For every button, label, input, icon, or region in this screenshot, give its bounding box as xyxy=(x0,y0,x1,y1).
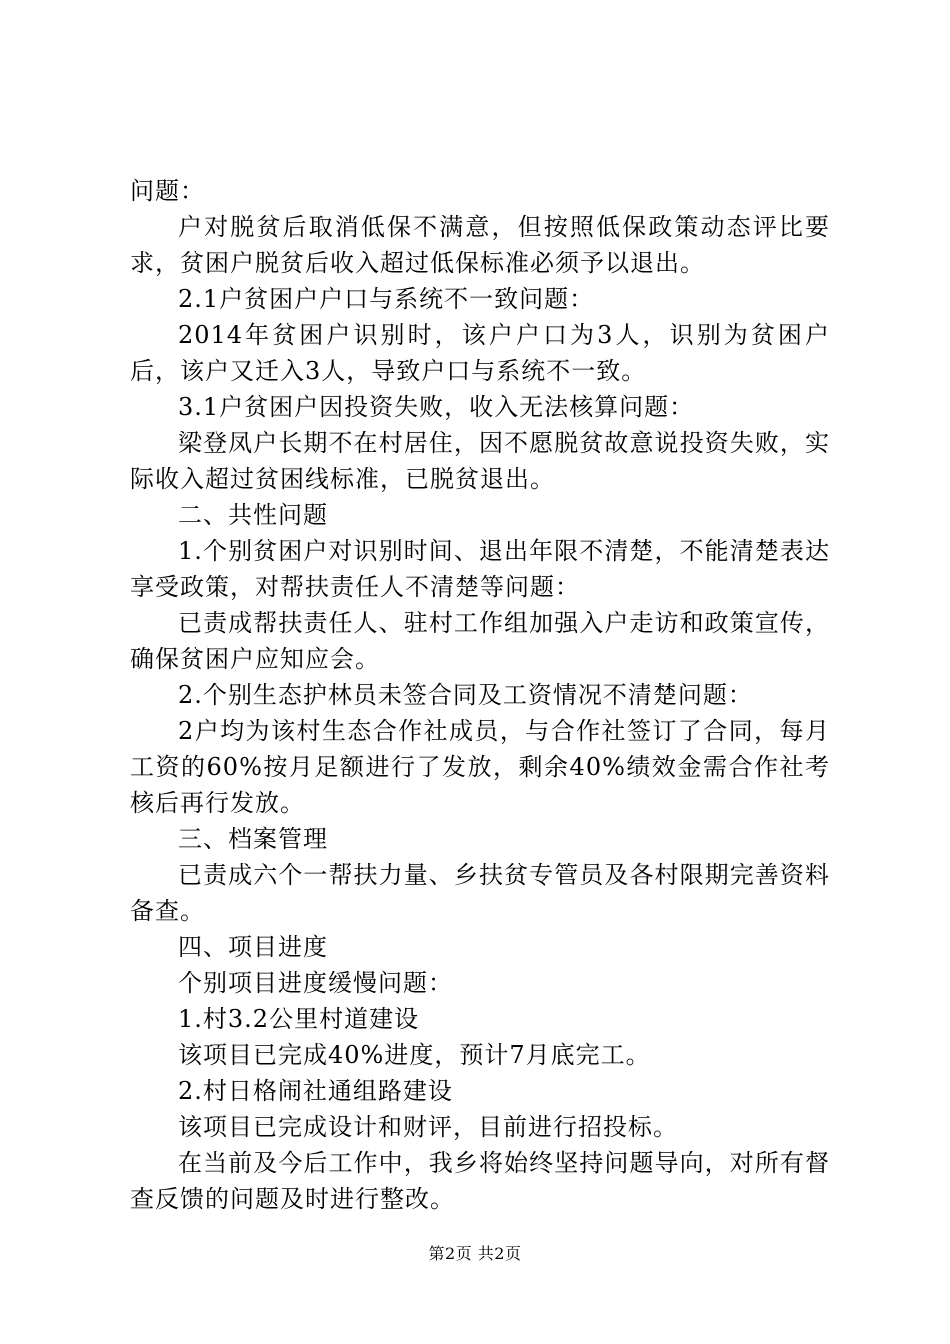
paragraph-2: 户对脱贫后取消低保不满意，但按照低保政策动态评比要求，贫困户脱贫后收入超过低保标准必须予以退出。 xyxy=(130,213,830,277)
paragraph-18: 2.村日格闹社通组路建设 xyxy=(178,1077,453,1105)
paragraph-4: 2014年贫困户识别时，该户户口为3人，识别为贫困户后，该户又迁入3人，导致户口与系统不一致。 xyxy=(130,321,830,385)
page-number-footer: 第2页 共2页 xyxy=(428,1244,522,1263)
document-body xyxy=(130,173,830,1217)
paragraph-3: 2.1户贫困户户口与系统不一致问题： xyxy=(178,285,595,313)
section-heading-project-progress: 四、项目进度 xyxy=(178,933,328,961)
paragraph-9: 已责成帮扶责任人、驻村工作组加强入户走访和政策宣传，确保贫困户应知应会。 xyxy=(130,609,830,673)
paragraph-19: 该项目已完成设计和财评，目前进行招投标。 xyxy=(178,1113,678,1141)
section-heading-archive-management: 三、档案管理 xyxy=(178,825,328,853)
paragraph-1: 问题： xyxy=(130,177,205,205)
paragraph-15: 个别项目进度缓慢问题： xyxy=(178,969,453,997)
paragraph-17: 该项目已完成40%进度，预计7月底完工。 xyxy=(178,1041,651,1069)
paragraph-6: 梁登凤户长期不在村居住，因不愿脱贫故意说投资失败，实际收入超过贫困线标准，已脱贫退出。 xyxy=(130,429,830,493)
paragraph-13: 已责成六个一帮扶力量、乡扶贫专管员及各村限期完善资料备查。 xyxy=(130,861,830,925)
paragraph-16: 1.村3.2公里村道建设 xyxy=(178,1005,420,1033)
section-heading-common-issues: 二、共性问题 xyxy=(178,501,328,529)
paragraph-5: 3.1户贫困户因投资失败，收入无法核算问题： xyxy=(178,393,695,421)
paragraph-8: 1.个别贫困户对识别时间、退出年限不清楚，不能清楚表达享受政策，对帮扶责任人不清楚等问题： xyxy=(130,537,830,601)
paragraph-11: 2户均为该村生态合作社成员，与合作社签订了合同，每月工资的60%按月足额进行了发放，剩余40%绩效金需合作社考核后再行发放。 xyxy=(130,717,830,817)
paragraph-20: 在当前及今后工作中，我乡将始终坚持问题导向，对所有督查反馈的问题及时进行整改。 xyxy=(130,1149,830,1213)
paragraph-10: 2.个别生态护林员未签合同及工资情况不清楚问题： xyxy=(178,681,753,709)
